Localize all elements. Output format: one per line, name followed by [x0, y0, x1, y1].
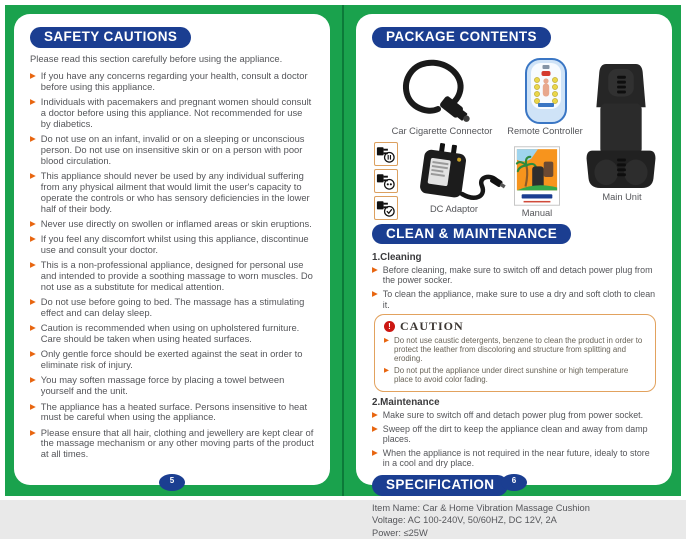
bullet-triangle-icon: ▶: [30, 349, 36, 359]
bullet-text: Only gentle force should be exerted against the seat in order to eliminate risk of injury.: [40, 348, 303, 371]
section-header-specification: [372, 475, 508, 496]
bullet-triangle-icon: ▶: [30, 260, 36, 270]
specification-lines: [372, 502, 656, 539]
bullet-text: This is a non-professional appliance, designed for personal use and intended to provide a soothing massage to worn muscles. Do not use as a substitute for medical attention.: [40, 259, 313, 292]
bullet-text: Do not use before going to bed. The massage has a stimulating effect and can delay sleep.: [40, 296, 305, 318]
bullet-item: [30, 297, 314, 319]
section-header-safety-label: SAFETY CAUTIONS: [44, 29, 178, 44]
bullet-triangle-icon: ▶: [372, 423, 378, 433]
spec-power: Power: ≤25W: [372, 527, 428, 538]
manual-icon: [514, 146, 560, 206]
bullet-triangle-icon: ▶: [30, 97, 36, 107]
main-unit-label: Main Unit: [602, 191, 642, 202]
cleaning-subheading: 1.Cleaning: [372, 252, 422, 263]
car-cigarette-connector-icon: [380, 54, 484, 124]
bullet-item: [30, 134, 314, 166]
main-unit-image: [586, 60, 656, 190]
bullet-item: [30, 171, 314, 214]
bullet-triangle-icon: ▶: [30, 71, 36, 81]
car-cigarette-connector-image: [380, 54, 484, 124]
bullet-item: [30, 71, 314, 93]
safety-bullet-list: [30, 71, 314, 460]
bullet-text: Please ensure that all hair, clothing and jewellery are kept clear of the massage mechanism or any other moving parts of the product at all times.: [40, 426, 314, 460]
section-header-package-label: PACKAGE CONTENTS: [386, 29, 537, 44]
bullet-triangle-icon: ▶: [384, 336, 389, 344]
safety-intro-text: Please read this section carefully before using the appliance.: [30, 52, 283, 64]
bullet-item: [384, 336, 646, 364]
bullet-triangle-icon: ▶: [30, 134, 36, 144]
bullet-text: If you have any concerns regarding your health, consult a doctor before using this appliance.: [40, 70, 308, 93]
main-unit-icon: [586, 60, 656, 190]
bullet-item: [30, 349, 314, 371]
car-cigarette-connector-label: Car Cigarette Connector: [391, 125, 493, 136]
bullet-triangle-icon: ▶: [30, 427, 36, 437]
bullet-text: To clean the appliance, make sure to use a dry and soft cloth to clean it.: [382, 289, 656, 310]
maintenance-subheading: 2.Maintenance: [372, 396, 440, 408]
bullet-triangle-icon: ▶: [30, 323, 36, 333]
section-header-clean-maintenance: [372, 224, 571, 245]
bullet-item: [30, 402, 314, 424]
page-number-left: 5: [159, 474, 185, 491]
bullet-triangle-icon: ▶: [30, 401, 36, 411]
section-header-clean-label: CLEAN & MAINTENANCE: [386, 225, 558, 241]
bullet-triangle-icon: ▶: [30, 297, 36, 307]
bullet-triangle-icon: ▶: [384, 366, 389, 374]
bullet-text: If you feel any discomfort whilst using this appliance, discontinue use and consult your doctor.: [40, 233, 309, 255]
remote-controller-label: Remote Controller: [507, 125, 583, 136]
bullet-text: Before cleaning, make sure to switch off and detach power plug from the power socker.: [382, 265, 653, 286]
bullet-item: [372, 289, 656, 310]
spec-item-name: Item Name: Car & Home Vibration Massage Cushion: [372, 502, 590, 513]
bullet-text: Individuals with pacemakers and pregnant women should consult a doctor before using this appliance. Not recommended for use by diabetics.: [40, 96, 312, 129]
caution-title-text: CAUTION: [400, 318, 464, 333]
caution-title: [384, 319, 646, 334]
bullet-text: This appliance should never be used by any individual suffering from any physical ailment that would limit the user's capacity to operate the controls or who has sensory deficiencies in the lower half of their body.: [40, 170, 310, 214]
bullet-item: [372, 424, 656, 445]
page-right: [356, 14, 672, 538]
bullet-item: [30, 375, 314, 397]
bullet-text: Never use directly on swollen or inflamed areas or skin eruptions.: [40, 217, 312, 229]
manual-label: Manual: [521, 207, 553, 218]
bullet-item: [30, 97, 314, 129]
bullet-text: The appliance has a heated surface. Persons insensitive to heat must be careful when using the appliance.: [40, 400, 308, 423]
bullet-item: [30, 323, 314, 345]
section-header-spec-label: SPECIFICATION: [386, 477, 495, 493]
section-header-package-contents: [372, 27, 551, 48]
bullet-item: [30, 260, 314, 292]
bullet-text: Do not use on an infant, invalid or on a sleeping or unconscious person. Do not use on insensitive skin or on a person with poor blood circulation.: [40, 133, 305, 166]
remote-controller-image: [524, 58, 568, 124]
dc-adaptor-image: [406, 144, 506, 204]
bullet-text: When the appliance is not required in the near future, idealy to store in a cool and dry place.: [382, 447, 650, 469]
section-header-safety-cautions: [30, 27, 191, 48]
package-contents-figure: [372, 54, 656, 222]
bullet-triangle-icon: ▶: [372, 289, 378, 299]
bullet-triangle-icon: ▶: [30, 234, 36, 244]
plug-type-icons: [374, 142, 398, 223]
bullet-text: Caution is recommended when using on upholstered furniture. Care should be taken when using heated surfaces.: [40, 322, 300, 345]
plug-two-dot-symbol-icon: [374, 169, 398, 193]
dc-adaptor-icon: [406, 144, 506, 204]
page-number-right: 6: [501, 474, 527, 491]
bullet-text: Make sure to switch off and detach power plug from power socket.: [382, 409, 644, 420]
caution-box: [374, 314, 656, 392]
bullet-text: Do not use caustic detergents, benzene to clean the product in order to protect the leather from discoloring and structure from splitting and eroding.: [394, 335, 643, 364]
bullet-item: [30, 219, 314, 230]
plug-pause-symbol-icon: [374, 142, 398, 166]
bullet-triangle-icon: ▶: [30, 375, 36, 385]
bullet-triangle-icon: ▶: [372, 409, 378, 419]
bullet-triangle-icon: ▶: [372, 265, 378, 274]
bullet-text: Do not put the appliance under direct sunshine or high temperature place to avoid color fading.: [394, 365, 629, 384]
bullet-triangle-icon: ▶: [30, 218, 36, 228]
bullet-item: [384, 366, 646, 384]
plug-check-symbol-icon: [374, 196, 398, 220]
spec-voltage: Voltage: AC 100-240V, 50/60HZ, DC 12V, 2A: [372, 515, 557, 526]
bullet-text: You may soften massage force by placing a towel between yourself and the unit.: [40, 374, 285, 397]
page-fold-divider: [342, 5, 344, 496]
green-frame: [5, 5, 681, 538]
bullet-item: [372, 410, 656, 420]
bullet-item: [30, 428, 314, 460]
manual-image: [514, 146, 560, 206]
page-left: [14, 14, 330, 485]
bullet-item: [30, 234, 314, 256]
bullet-triangle-icon: ▶: [30, 171, 36, 181]
remote-controller-icon: [524, 58, 568, 124]
bullet-triangle-icon: ▶: [372, 447, 378, 457]
dc-adaptor-label: DC Adaptor: [429, 203, 479, 214]
bullet-item: [372, 448, 656, 469]
bullet-text: Sweep off the dirt to keep the appliance clean and away from damp places.: [382, 423, 648, 444]
caution-alert-icon: !: [384, 321, 395, 332]
bullet-item: [372, 265, 656, 286]
